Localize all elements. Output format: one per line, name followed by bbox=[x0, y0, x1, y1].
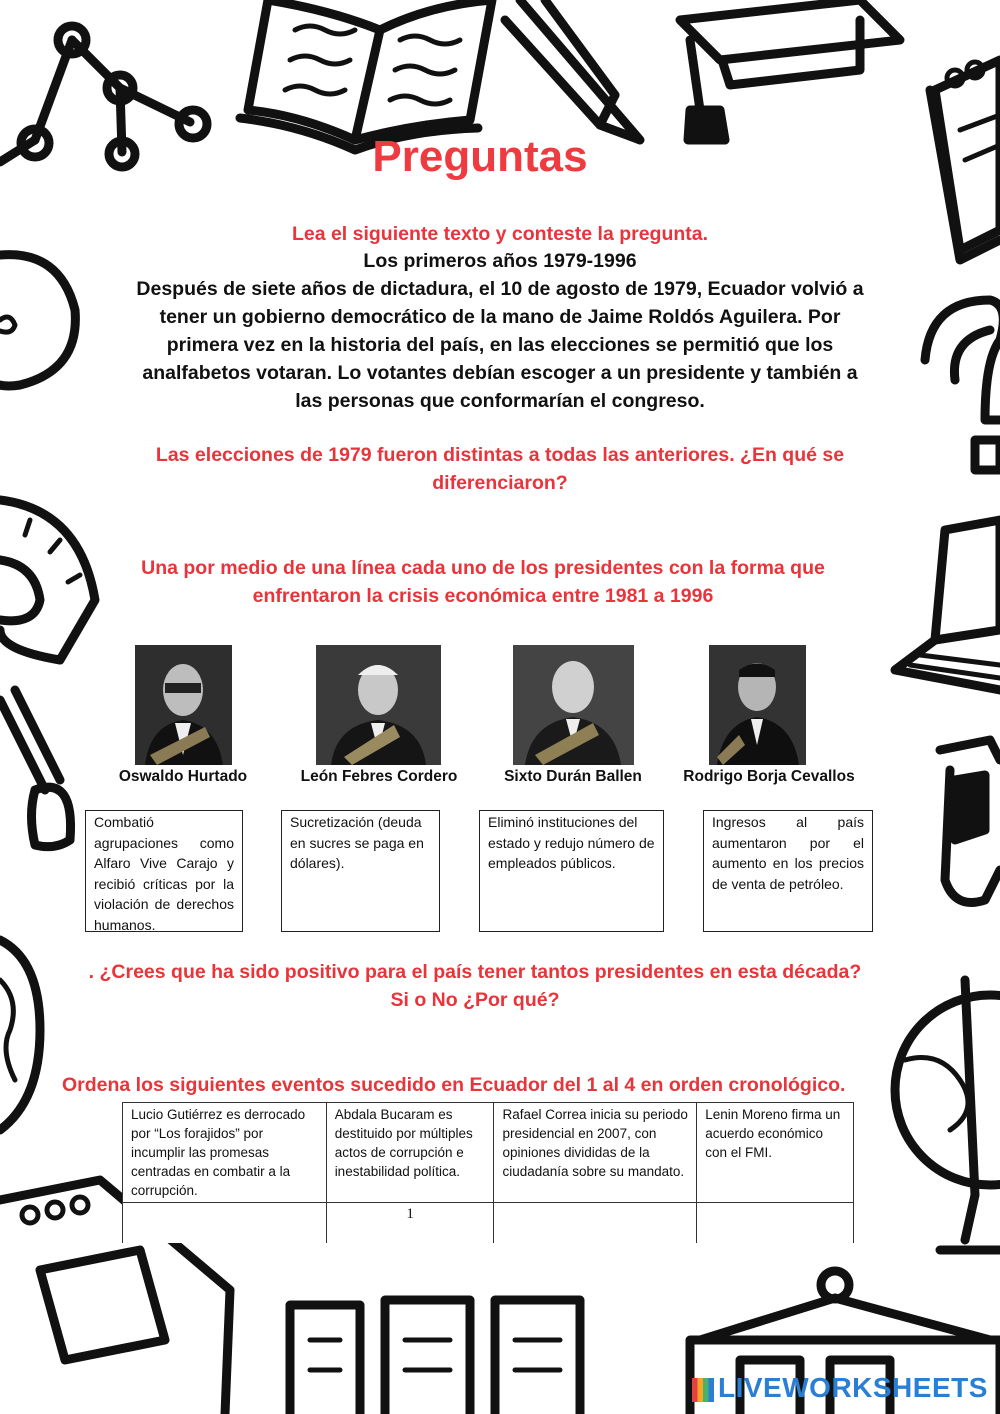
option-box-3[interactable]: Eliminó instituciones del estado y redujo número de empleados públicos. bbox=[479, 810, 664, 932]
president-name-4: Rodrigo Borja Cevallos bbox=[683, 768, 855, 785]
graduation-cap-icon bbox=[680, 0, 900, 140]
reading-paragraph bbox=[60, 275, 940, 415]
logo-icon bbox=[692, 1378, 714, 1402]
event-cell: Abdala Bucaram es destituido por múltiples actos de corrupción e inestabilidad política. bbox=[326, 1103, 494, 1203]
paintbrush-icon bbox=[0, 690, 71, 847]
option-box-2[interactable]: Sucretización (deuda en sucres se paga en dólares). bbox=[281, 810, 440, 932]
paragraph-line: tener un gobierno democrático de la mano de Jaime Roldós Aguilera. Por bbox=[159, 306, 841, 328]
test-tube-icon bbox=[940, 740, 1000, 903]
question-line: Las elecciones de 1979 fueron distintas a todas las anteriores. ¿En qué se bbox=[155, 444, 845, 466]
president-photo-4 bbox=[709, 645, 806, 765]
option-box-4[interactable]: Ingresos al país aumentaron por el aumento en los precios de venta de petróleo. bbox=[703, 810, 873, 932]
president-name-2: León Febres Cordero bbox=[300, 768, 458, 785]
open-book-icon bbox=[240, 0, 492, 150]
president-name-3: Sixto Durán Ballen bbox=[504, 768, 642, 785]
portrait-image bbox=[135, 645, 232, 765]
table-row bbox=[123, 1203, 854, 1244]
events-table bbox=[122, 1102, 854, 1243]
president-name-1: Oswaldo Hurtado bbox=[118, 768, 248, 785]
reading-instruction: Lea el siguiente texto y conteste la pregunta. bbox=[291, 223, 709, 245]
globe-icon bbox=[0, 940, 40, 1130]
page-title: Preguntas bbox=[372, 132, 588, 181]
portrait-image bbox=[709, 645, 806, 765]
ordering-instruction: Ordena los siguientes eventos sucedido en Ecuador del 1 al 4 en orden cronológico. bbox=[62, 1074, 846, 1096]
liveworksheets-logo[interactable] bbox=[692, 1372, 988, 1404]
event-cell: Rafael Correa inicia su periodo presidencial en 2007, con opiniones divididas de la ciudadanía sobre su mandato. bbox=[494, 1103, 697, 1203]
instruction-line: Una por medio de una línea cada uno de los presidentes con la forma que bbox=[141, 557, 825, 579]
president-photo-2 bbox=[316, 645, 441, 765]
paragraph-line: Después de siete años de dictadura, el 10 de agosto de 1979, Ecuador volvió a bbox=[136, 278, 864, 300]
question-line: diferenciaron? bbox=[432, 472, 568, 494]
books-icon bbox=[290, 1300, 580, 1414]
paragraph-line: analfabetos votaran. Lo votantes debían escoger a un presidente y también a bbox=[142, 362, 858, 384]
table-row bbox=[123, 1103, 854, 1203]
paragraph-line: primera vez en la historia del país, en las elecciones se permitió que los bbox=[166, 334, 834, 356]
instruction-line: enfrentaron la crisis económica entre 1981 a 1996 bbox=[252, 585, 714, 607]
matching-instruction bbox=[60, 554, 906, 610]
laptop-icon bbox=[895, 520, 1000, 690]
president-photo-1 bbox=[135, 645, 232, 765]
portrait-image bbox=[513, 645, 634, 765]
globe-icon bbox=[895, 980, 1000, 1250]
question-line: . ¿Crees que ha sido positivo para el país tener tantos presidentes en esta década? bbox=[88, 961, 862, 983]
question-presidents bbox=[40, 958, 910, 1014]
logo-text: LIVEWORKSHEETS bbox=[718, 1372, 988, 1403]
answer-input[interactable]: 1 bbox=[326, 1203, 494, 1244]
answer-input[interactable] bbox=[123, 1203, 327, 1244]
option-box-1[interactable]: Combatió agrupaciones como Alfaro Vive Carajo y recibió críticas por la violación de derechos humanos. bbox=[85, 810, 243, 932]
portrait-image bbox=[316, 645, 441, 765]
question-elections bbox=[60, 441, 940, 497]
event-cell: Lucio Gutiérrez es derrocado por “Los forajidos” por incumplir las promesas centradas en combatir a la corrupción. bbox=[123, 1103, 327, 1203]
answer-input[interactable] bbox=[494, 1203, 697, 1244]
pencil-icon bbox=[505, 0, 640, 140]
reading-subtitle: Los primeros años 1979-1996 bbox=[363, 250, 637, 272]
question-line: Si o No ¿Por qué? bbox=[390, 989, 560, 1011]
event-cell: Lenin Moreno firma un acuerdo económico con el FMI. bbox=[697, 1103, 854, 1203]
answer-input[interactable] bbox=[697, 1203, 854, 1244]
paragraph-line: las personas que conformarían el congreso. bbox=[295, 390, 705, 412]
president-photo-3 bbox=[513, 645, 634, 765]
